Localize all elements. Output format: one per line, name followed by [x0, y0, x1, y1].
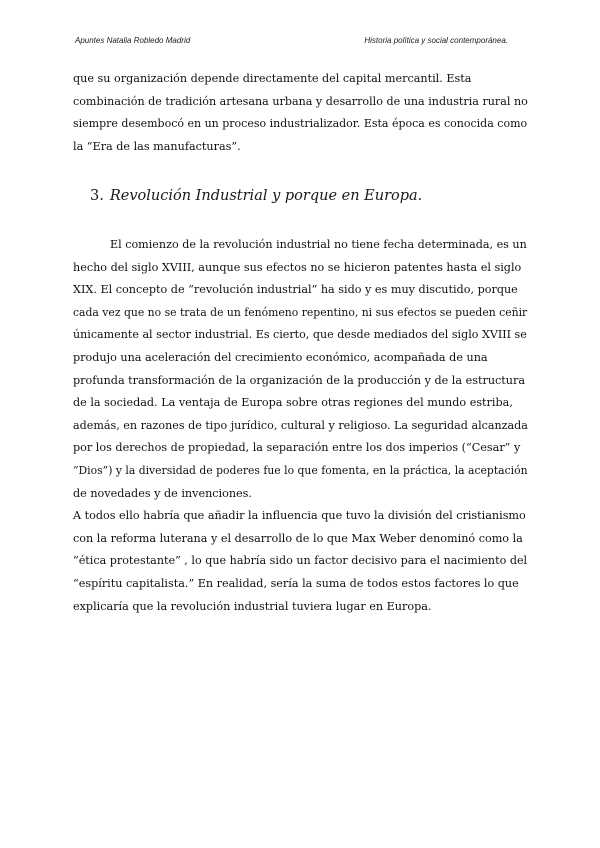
- page-header: [75, 36, 508, 50]
- paragraph-line: explicaría que la revolución industrial tuviera lugar en Europa.: [73, 599, 432, 613]
- paragraph-line: A todos ello habría que añadir la influencia que tuvo la división del cristianismo: [73, 509, 526, 523]
- paragraph-line: únicamente al sector industrial. Es cierto, que desde mediados del siglo XVIII se: [73, 328, 527, 342]
- header-author: Apuntes Natalia Robledo Madrid: [75, 36, 191, 45]
- intro-paragraph: [73, 68, 527, 158]
- body-text: [73, 234, 527, 618]
- paragraph-line: de la sociedad. La ventaja de Europa sobre otras regiones del mundo estriba,: [73, 396, 513, 410]
- paragraph-line: “ética protestante” , lo que habría sido un factor decisivo para el nacimiento del: [73, 554, 528, 568]
- section-title: Revolución Industrial y porque en Europa.: [109, 188, 423, 204]
- paragraph-line: profunda transformación de la organización de la producción y de la estructura: [73, 373, 526, 387]
- section-heading: [90, 188, 422, 204]
- header-course: Historia política y social contemporánea.: [364, 36, 508, 45]
- paragraph-line: hecho del siglo XVIII, aunque sus efectos no se hicieron patentes hasta el siglo: [73, 260, 522, 274]
- paragraph-line: “Dios”) y la diversidad de poderes fue lo que fomenta, en la práctica, la aceptación: [73, 463, 528, 477]
- section-number: 3.: [90, 188, 104, 204]
- paragraph-line: El comienzo de la revolución industrial no tiene fecha determinada, es un: [110, 238, 527, 251]
- paragraph-line: la “Era de las manufacturas”.: [73, 139, 241, 153]
- paragraph-line: además, en razones de tipo jurídico, cultural y religioso. La seguridad alcanzada: [73, 418, 528, 432]
- paragraph-line: XIX. El concepto de “revolución industrial” ha sido y es muy discutido, porque: [73, 283, 518, 297]
- paragraph-line: cada vez que no se trata de un fenómeno repentino, ni sus efectos se pueden ceñir: [73, 305, 528, 319]
- paragraph-line: combinación de tradición artesana urbana y desarrollo de una industria rural no: [73, 94, 528, 108]
- paragraph-line: “espíritu capitalista.” En realidad, sería la suma de todos estos factores lo que: [73, 576, 519, 590]
- paragraph-line: produjo una aceleración del crecimiento económico, acompañada de una: [73, 350, 488, 364]
- paragraph-line: de novedades y de invenciones.: [73, 486, 252, 500]
- paragraph-line: con la reforma luterana y el desarrollo de lo que Max Weber denominó como la: [73, 531, 523, 545]
- paragraph-line: por los derechos de propiedad, la separación entre los dos imperios (“Cesar” y: [73, 441, 521, 455]
- paragraph-line: siempre desembocó en un proceso industrializador. Esta época es conocida como: [73, 117, 528, 131]
- paragraph-line: que su organización depende directamente del capital mercantil. Esta: [73, 72, 472, 85]
